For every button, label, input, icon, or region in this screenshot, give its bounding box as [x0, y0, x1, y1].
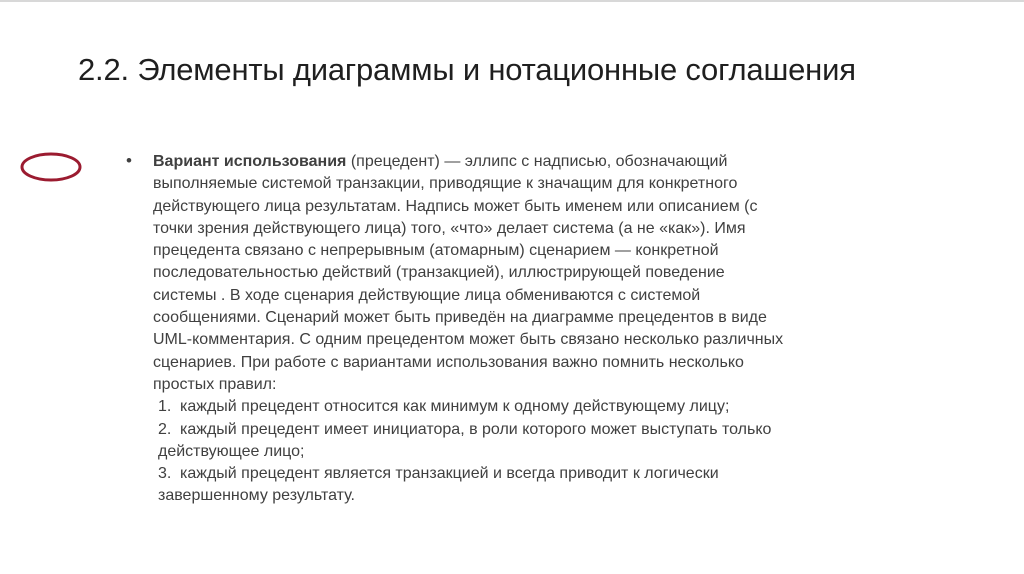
- paragraph-line: точки зрения действующего лица) того, «что» делает система (а не «как»). Имя: [153, 219, 746, 237]
- bullet-dot: •: [126, 151, 132, 170]
- paragraph-line-1: [153, 151, 933, 173]
- rule-continuation: действующее лицо;: [158, 442, 305, 460]
- paragraph-line: последовательностью действий (транзакцией), иллюстрирующей поведение: [153, 264, 725, 282]
- paragraph-line: простых правил:: [153, 375, 277, 393]
- rule-continuation: завершенному результату.: [158, 487, 355, 505]
- rule-number: 1.: [158, 398, 172, 416]
- use-case-ellipse-icon: [19, 151, 83, 183]
- paragraph-line: сценариев. При работе с вариантами использования важно помнить несколько: [153, 353, 744, 371]
- top-divider: [0, 0, 1024, 2]
- body-paragraph: [153, 151, 933, 508]
- rule-number: 3.: [158, 465, 172, 483]
- rule-item-1: [153, 396, 933, 418]
- paragraph-line: прецедента связано с непрерывным (атомарным) сценарием — конкретной: [153, 242, 719, 260]
- rule-text: каждый прецедент является транзакцией и всегда приводит к логически: [180, 465, 719, 483]
- line-text: (прецедент) — эллипс с надписью, обозначающий: [346, 153, 728, 170]
- term-use-case: Вариант использования: [153, 153, 347, 170]
- paragraph-line: выполняемые системой транзакции, приводящие к значащим для конкретного: [153, 175, 738, 193]
- rule-number: 2.: [158, 420, 172, 438]
- paragraph-line: UML-комментария. С одним прецедентом может быть связано несколько различных: [153, 331, 784, 349]
- paragraph-line: системы . В ходе сценария действующие лица обмениваются с системой: [153, 286, 701, 304]
- rule-item-3: [153, 463, 933, 485]
- ellipse-shape: [22, 154, 80, 180]
- rule-text: каждый прецедент имеет инициатора, в роли которого может выступать только: [180, 420, 772, 438]
- slide-title: 2.2. Элементы диаграммы и нотационные соглашения: [78, 52, 856, 87]
- rule-item-2: [153, 419, 933, 441]
- rule-text: каждый прецедент относится как минимум к одному действующему лицу;: [180, 398, 730, 416]
- paragraph-line: сообщениями. Сценарий может быть приведён на диаграмме прецедентов в виде: [153, 309, 767, 327]
- paragraph-line: действующего лица результатам. Надпись может быть именем или описанием (с: [153, 197, 758, 215]
